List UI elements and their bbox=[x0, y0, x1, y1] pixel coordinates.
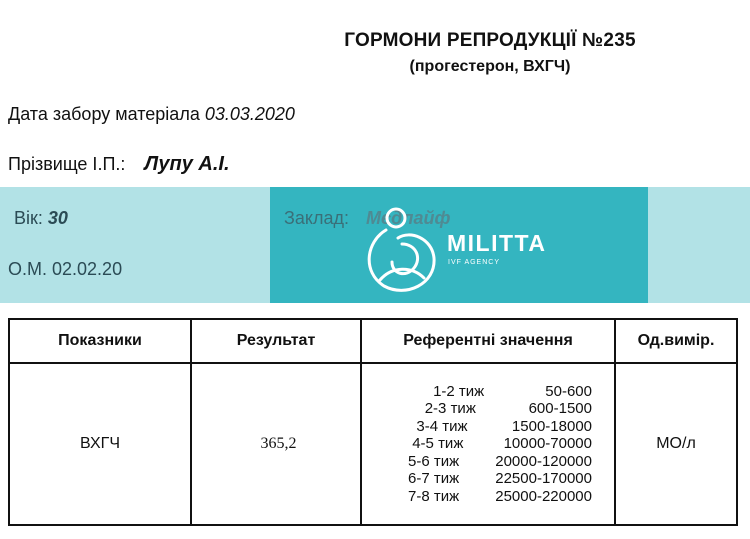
reference-row bbox=[372, 435, 592, 453]
document-subtitle: (прогестерон, ВХГЧ) bbox=[409, 58, 571, 75]
age-line bbox=[14, 208, 68, 229]
age-value: 30 bbox=[47, 208, 68, 228]
reference-week: 2-3 тиж bbox=[424, 400, 476, 418]
header-result: Результат bbox=[191, 319, 361, 363]
reference-week: 5-6 тиж bbox=[408, 452, 460, 470]
reference-range: 22500-170000 bbox=[495, 470, 592, 488]
reference-range: 1500-18000 bbox=[511, 417, 592, 435]
header-indicator: Показники bbox=[9, 319, 191, 363]
indicator-cell: ВХГЧ bbox=[9, 363, 191, 525]
header-reference: Референтні значення bbox=[361, 319, 615, 363]
reference-row bbox=[372, 400, 592, 418]
lmp-line bbox=[8, 259, 122, 280]
reference-range: 10000-70000 bbox=[503, 435, 592, 453]
lmp-label: О.М. bbox=[8, 259, 47, 279]
reference-range: 20000-120000 bbox=[495, 452, 592, 470]
clinic-label: Заклад: bbox=[284, 208, 349, 228]
reference-week: 1-2 тиж bbox=[433, 382, 485, 400]
header-unit: Од.вимір. bbox=[615, 319, 737, 363]
militta-logo-name: MILITTA bbox=[447, 230, 547, 256]
collection-date-line bbox=[8, 104, 295, 125]
reference-row bbox=[372, 470, 592, 488]
patient-name-value: Лупу А.І. bbox=[144, 153, 230, 175]
table-row bbox=[9, 363, 737, 525]
reference-week: 3-4 тиж bbox=[416, 417, 468, 435]
reference-row bbox=[372, 418, 592, 436]
result-cell: 365,2 bbox=[191, 363, 361, 525]
reference-row bbox=[372, 488, 592, 506]
age-label: Вік: bbox=[14, 208, 43, 228]
reference-cell bbox=[361, 363, 615, 525]
reference-range: 50-600 bbox=[545, 382, 592, 400]
reference-range: 600-1500 bbox=[528, 400, 592, 418]
collection-date-label: Дата забору матеріала bbox=[8, 104, 200, 124]
reference-row bbox=[372, 453, 592, 471]
reference-week: 4-5 тиж bbox=[412, 435, 464, 453]
reference-week: 7-8 тиж bbox=[408, 487, 460, 505]
table-header-row bbox=[9, 319, 737, 363]
document-title: ГОРМОНИ РЕПРОДУКЦІЇ №235 bbox=[344, 30, 636, 51]
reference-week: 6-7 тиж bbox=[408, 470, 460, 488]
collection-date-value: 03.03.2020 bbox=[204, 104, 295, 124]
patient-name-line bbox=[8, 153, 230, 176]
unit-cell: МО/л bbox=[615, 363, 737, 525]
clinic-value: Мєдлайф bbox=[366, 208, 451, 228]
reference-row bbox=[372, 383, 592, 401]
reference-range: 25000-220000 bbox=[495, 487, 592, 505]
results-table bbox=[8, 318, 738, 526]
militta-logo-tagline: IVF AGENCY bbox=[448, 259, 501, 266]
patient-name-label: Прізвище І.П.: bbox=[8, 154, 126, 174]
lmp-value: 02.02.20 bbox=[52, 259, 123, 279]
